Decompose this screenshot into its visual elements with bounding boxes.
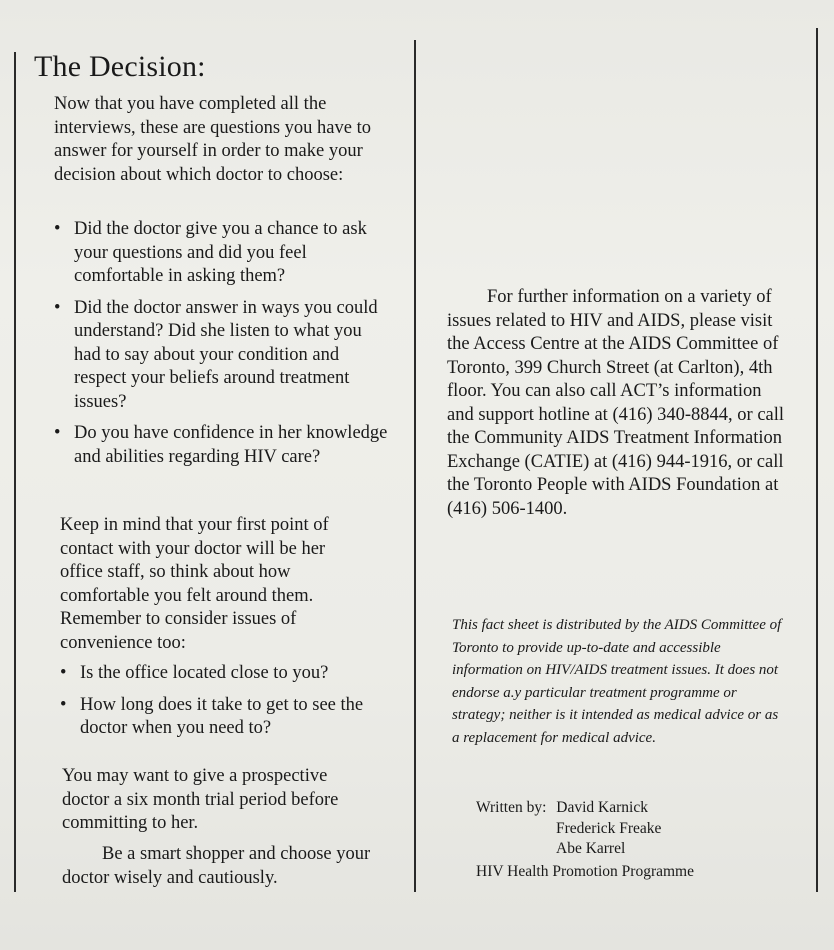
trial-paragraph: You may want to give a prospective doctor a six month trial period before committing to her. [62,766,339,833]
convenience-item [58,662,388,686]
written-by-label: Written by: [476,799,547,816]
disclaimer-block [452,614,782,749]
author-name: Frederick Freake [556,819,662,837]
question-text: Did the doctor give you a chance to ask your questions and did you feel comfortable in asking them? [74,219,367,286]
question-text: Do you have confidence in her knowledge and abilities regarding HIV care? [74,423,388,467]
bullet-icon: • [54,219,61,239]
further-info-paragraph: For further information on a variety of issues related to HIV and AIDS, please visit the Access Centre at the AIDS Committee of Toronto, 399 Church Street (at Carlton), 4th floor. You can also call ACT’s information and support hotline at (416) 340-8844, or call the Community AIDS Treatment Information Exchange (CATIE) at (416) 944-1916, or call the Toronto People with AIDS Foundation at (416) 506-1400. [447,287,785,519]
decision-questions-list [52,218,392,469]
bullet-icon: • [54,423,61,443]
disclaimer-paragraph: This fact sheet is distributed by the AIDS Committee of Toronto to provide up-to-date and accessible information on HIV/AIDS treatment issues. It does not endorse a.y particular treatment programme or strategy; neither is it intended as medical advice or as a replacement for medical advice. [452,617,782,746]
question-item [52,218,392,289]
programme-name: HIV Health Promotion Programme [476,862,694,880]
bullet-icon: • [60,694,67,715]
center-divider-rule [414,40,416,892]
closing-paragraph: Be a smart shopper and choose your doctor wisely and cautiously. [62,844,371,888]
convenience-text: Is the office located close to you? [80,663,329,683]
written-by-row [476,798,796,819]
question-text: Did the doctor answer in ways you could understand? Did she listen to what you had to say about your condition and respect your beliefs around treatment issues? [74,297,378,412]
closing-block [62,843,382,890]
intro-paragraph: Now that you have completed all the interviews, these are questions you have to answer for yourself in order to make your decision about which doctor to choose: [54,94,371,185]
credits-block [476,798,796,882]
further-info-block [447,286,787,521]
section-title: The Decision: [34,50,206,83]
right-border-rule [816,28,818,892]
bullet-icon: • [60,663,67,683]
keep-in-mind-block [60,514,360,655]
keep-in-mind-paragraph: Keep in mind that your first point of contact with your doctor will be her office staff, so think about how comfortable you felt around them. Remember to consider issues of convenience too: [60,515,329,653]
convenience-text: How long does it take to get to see the doctor when you need to? [80,694,364,738]
intro-block [54,93,394,187]
question-item [52,422,392,469]
bullet-icon: • [54,297,61,318]
convenience-list [58,662,388,741]
trial-block [62,765,372,836]
convenience-item [58,694,388,741]
author-name: David Karnick [556,799,648,816]
question-item [52,297,392,415]
left-border-rule [14,52,16,892]
author-name: Abe Karrel [556,840,626,857]
